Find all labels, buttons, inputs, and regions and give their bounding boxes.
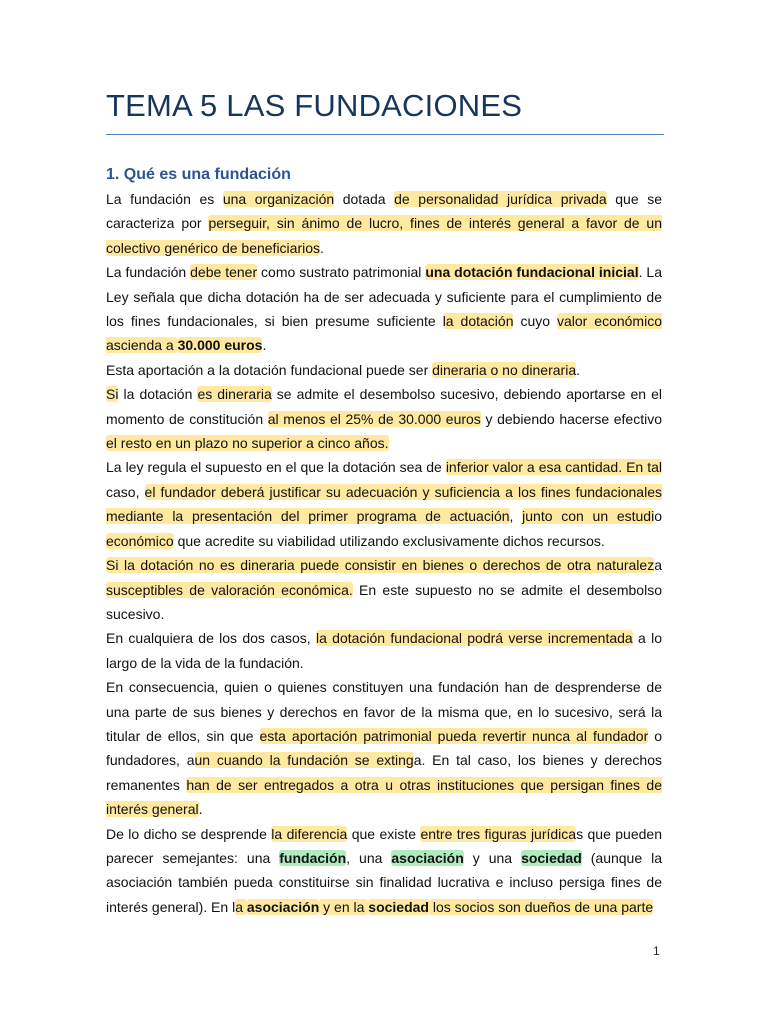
highlighted-text: perseguir, sin ánimo de lucro, fines de interés general a favor de un colectivo genérico de beneficiarios bbox=[106, 215, 663, 256]
text-run: En consecuencia, quien o quienes constituyen una fundación han de desprenderse de una parte de sus bienes y derechos en favor de la misma que, en lo sucesivo, será la titular de ellos, sin que bbox=[106, 679, 662, 744]
text-run: que existe bbox=[347, 825, 421, 842]
text-run: De lo dicho se desprende bbox=[106, 825, 272, 842]
highlighted-text: esta aportación patrimonial pueda revertir nunca al fundador bbox=[259, 727, 649, 744]
paragraph bbox=[106, 187, 662, 260]
text-run: La fundación bbox=[106, 264, 191, 281]
highlighted-text: valor económico ascienda a bbox=[106, 313, 662, 354]
highlighted-text: el fundador deberá justificar su adecuación y suficiencia a los fines fundacionales mediante la presentación del primer programa de actuación bbox=[106, 483, 662, 525]
text-run: En este supuesto no se admite el desembolso sucesivo. bbox=[106, 581, 662, 622]
highlighted-text: sociedad bbox=[368, 898, 429, 915]
text-run: o fundadores, a bbox=[106, 727, 663, 769]
highlighted-text: Si la dotación no es dineraria puede consistir en bienes o derechos de otra naturalez bbox=[106, 557, 655, 574]
text-run: dotada bbox=[334, 191, 395, 207]
document-title: TEMA 5 LAS FUNDACIONES bbox=[106, 88, 523, 123]
text-run: . bbox=[198, 801, 203, 818]
title-underline bbox=[106, 134, 664, 135]
paragraph bbox=[106, 822, 662, 920]
highlighted-text: junto con un estudi bbox=[522, 508, 655, 525]
text-run: o bbox=[654, 508, 663, 525]
highlighted-text: es dineraria bbox=[197, 386, 272, 403]
text-run: que acredite su viabilidad utilizando exclusivamente dichos recursos. bbox=[173, 532, 605, 549]
highlighted-text: una dotación fundacional inicial bbox=[425, 264, 639, 281]
paragraph bbox=[106, 675, 662, 821]
text-run: a lo largo de la vida de la fundación. bbox=[106, 630, 662, 671]
text-run: a bbox=[654, 557, 662, 574]
paragraph bbox=[106, 553, 662, 626]
highlighted-text: Si bbox=[106, 386, 119, 403]
text-run: (aunque la asociación también pueda constituirse sin finalidad lucrativa e incluso persiga fines de interés general). En l bbox=[106, 849, 663, 915]
highlighted-text: asociación bbox=[246, 898, 320, 915]
highlighted-text: los socios son dueños de una parte bbox=[428, 898, 654, 915]
text-run: s que pueden parecer semejantes: una bbox=[106, 825, 662, 866]
highlighted-term: sociedad bbox=[521, 849, 582, 866]
text-run: . La Ley señala que dicha dotación ha de ser adecuada y suficiente para el cumplimiento de los fines fundacionales, si bien presume suficiente bbox=[106, 264, 662, 330]
text-run: , una bbox=[346, 849, 392, 866]
highlighted-text: debe tener bbox=[190, 264, 258, 281]
text-run: , bbox=[509, 508, 523, 525]
text-run: a. En tal caso, los bienes y derechos remanentes bbox=[106, 752, 662, 793]
highlighted-text: una organización bbox=[222, 191, 335, 207]
text-run: La fundación es bbox=[106, 191, 223, 207]
text-run: Esta aportación a la dotación fundacional puede ser bbox=[106, 361, 433, 378]
text-run: . bbox=[320, 239, 324, 256]
highlighted-text: susceptibles de valoración económica. bbox=[106, 581, 353, 598]
text-run: cuyo bbox=[513, 313, 557, 330]
paragraph bbox=[106, 626, 662, 675]
text-run: que se caracteriza por bbox=[106, 191, 662, 232]
highlighted-text: el resto en un plazo no superior a cinco años. bbox=[106, 435, 389, 452]
paragraph bbox=[106, 455, 662, 553]
text-run: se admite el desembolso sucesivo, debiendo aportarse en el momento de constitución bbox=[106, 386, 662, 427]
highlighted-text: han de ser entregados a otra u otras instituciones que persigan fines de interés general bbox=[106, 776, 662, 818]
highlighted-text: la dotación bbox=[442, 313, 514, 330]
text-run: En cualquiera de los dos casos, bbox=[106, 630, 316, 647]
highlighted-text: la dotación fundacional podrá verse incrementada bbox=[315, 630, 633, 647]
text-run: caso, bbox=[106, 483, 145, 500]
highlighted-text: a bbox=[235, 898, 247, 915]
text-run: . bbox=[576, 361, 580, 378]
highlighted-text: un cuando la fundación se exting bbox=[194, 752, 414, 769]
highlighted-text: entre tres figuras jurídica bbox=[420, 825, 577, 842]
highlighted-text: la diferencia bbox=[271, 825, 348, 842]
body-text bbox=[106, 187, 662, 919]
highlighted-text: económico bbox=[106, 532, 174, 549]
text-run: la dotación bbox=[118, 386, 198, 403]
highlighted-text: de personalidad jurídica privada bbox=[394, 191, 607, 207]
text-run: y una bbox=[463, 849, 522, 866]
highlighted-text: y en la bbox=[319, 898, 369, 915]
highlighted-term: fundación bbox=[279, 849, 347, 866]
page-number: 1 bbox=[653, 944, 660, 958]
text-run: y debiendo hacerse efectivo bbox=[480, 410, 663, 427]
text-run: . bbox=[262, 337, 267, 354]
text-run: La ley regula el supuesto en el que la dotación sea de bbox=[106, 459, 446, 476]
highlighted-text: 30.000 euros bbox=[177, 337, 263, 354]
highlighted-text: al menos el 25% de 30.000 euros bbox=[267, 410, 481, 427]
highlighted-text: inferior valor a esa cantidad. En tal bbox=[445, 459, 662, 476]
highlighted-text: dineraria o no dineraria bbox=[432, 361, 577, 378]
paragraph bbox=[106, 382, 662, 455]
section-heading: 1. Qué es una fundación bbox=[106, 166, 291, 183]
text-run: como sustrato patrimonial bbox=[257, 264, 426, 281]
paragraph bbox=[106, 358, 662, 382]
paragraph bbox=[106, 260, 662, 358]
highlighted-term: asociación bbox=[391, 849, 464, 866]
